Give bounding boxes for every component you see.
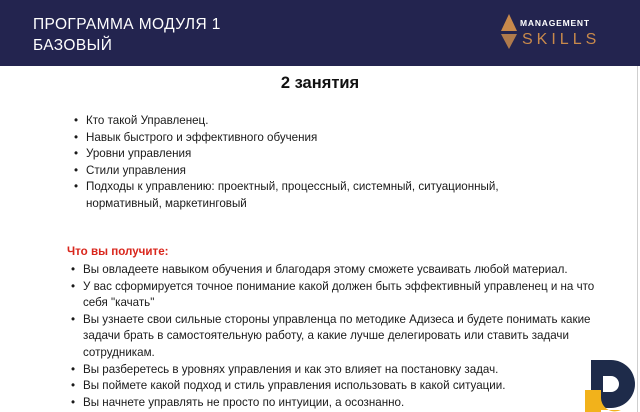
benefits-heading: Что вы получите: [67,245,169,258]
list-item: • Вы овладеете навыком обучения и благодаря этому сможете усваивать любой материал. [71,262,616,279]
list-item: • Подходы к управлению: проектный, процессный, системный, ситуационный, нормативный, маркетинговый [74,179,544,212]
list-item: • Уровни управления [74,146,544,163]
list-item: • Навык быстрого и эффективного обучения [74,130,544,147]
header-title-line2: БАЗОВЫЙ [33,37,113,54]
list-item: • У вас сформируется точное понимание какой должен быть эффективный управленец и на что себя "качать" [71,279,616,312]
list-item: • Стили управления [74,163,544,180]
list-item: • Кто такой Управленец. [74,113,544,130]
header-title [33,14,221,56]
list-item: • Вы поймете какой подход и стиль управления использовать в какой ситуации. [71,378,616,395]
benefits-list [71,262,616,411]
logo-text-management: MANAGEMENT [520,18,590,28]
section-title: 2 занятия [280,74,360,92]
management-skills-logo [499,14,609,54]
header-bar [0,0,640,66]
list-item: • Вы разберетесь в уровнях управления и как это влияет на постановку задач. [71,362,616,379]
topics-list [74,113,544,213]
list-item: • Вы начнете управлять не просто по интуиции, а осознанно. [71,395,616,412]
list-item: • Вы узнаете свои сильные стороны управленца по методике Адизеса и будете понимать какие задачи брать в самостоятельную работу, а какие лучше делегировать или ставить задачи сотрудникам. [71,312,616,362]
logo-text-skills: SKILLS [522,31,601,48]
header-title-line1: ПРОГРАММА МОДУЛЯ 1 [33,16,221,33]
d-letter-logo-icon [585,356,640,412]
